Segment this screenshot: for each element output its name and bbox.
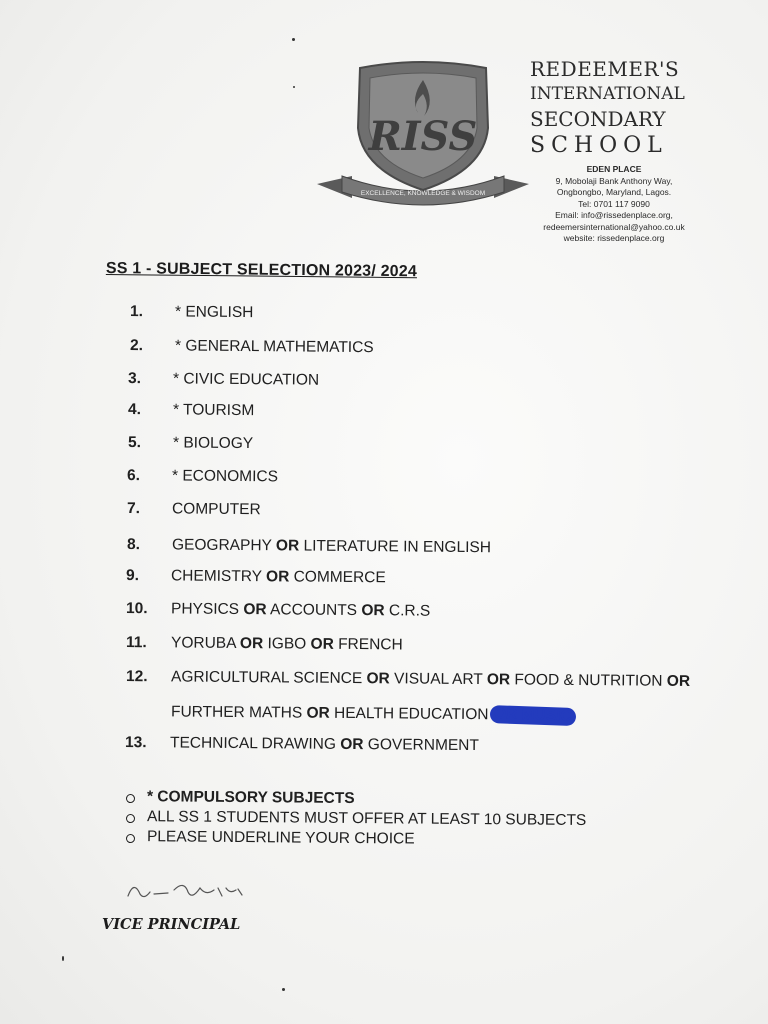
subject-text — [171, 600, 430, 620]
subject-name: HEALTH EDUCATION — [329, 704, 489, 724]
subject-number: 5. — [127, 434, 142, 452]
school-name-line: SECONDARY — [530, 107, 666, 131]
crest-motto: EXCELLENCE, KNOWLEDGE & WISDOM — [360, 190, 486, 197]
subject-name: LITERATURE IN ENGLISH — [299, 537, 492, 557]
or-keyword: OR — [275, 537, 300, 555]
school-name — [530, 56, 700, 160]
or-keyword: OR — [666, 672, 691, 690]
note-text: * COMPULSORY SUBJECTS — [146, 788, 355, 807]
subject-number: 3. — [127, 370, 142, 388]
subject-text — [175, 303, 254, 322]
subject-name: * ENGLISH — [174, 303, 254, 322]
subject-name: FOOD & NUTRITION — [510, 671, 667, 690]
subject-row — [127, 467, 727, 494]
subject-number: 9. — [125, 567, 140, 585]
subject-row — [126, 668, 726, 695]
subject-name: * ECONOMICS — [171, 467, 279, 486]
signature-image — [118, 874, 268, 908]
subject-name: * TOURISM — [172, 401, 255, 420]
address-line: redeemersinternational@yahoo.co.uk — [543, 221, 685, 232]
subject-name: * CIVIC EDUCATION — [172, 370, 320, 389]
subject-text — [172, 467, 278, 486]
scan-speck — [292, 38, 295, 41]
subject-row — [126, 567, 726, 594]
school-address — [528, 164, 700, 245]
scan-speck — [282, 988, 285, 991]
subject-row — [126, 600, 726, 627]
subject-name: GOVERNMENT — [363, 736, 479, 755]
subject-name: GEOGRAPHY — [171, 536, 277, 555]
subject-name: C.R.S — [384, 602, 431, 620]
subject-name: FRENCH — [333, 635, 403, 654]
subject-name: * BIOLOGY — [172, 434, 254, 453]
or-keyword: OR — [239, 634, 264, 653]
subject-name: ACCOUNTS — [266, 601, 362, 620]
subject-name: YORUBA — [170, 634, 241, 652]
address-line: website: rissedenplace.org — [563, 233, 665, 243]
subject-name: FURTHER MATHS — [170, 703, 307, 722]
subject-name: TECHNICAL DRAWING — [169, 734, 341, 753]
subject-number: 8. — [126, 536, 141, 554]
subject-text — [171, 668, 690, 691]
subject-row — [126, 634, 726, 661]
address-line: Tel: 0701 117 9090 — [578, 198, 650, 209]
address-line: Email: info@rissedenplace.org, — [555, 210, 673, 220]
subject-row — [128, 401, 728, 428]
subject-name: PHYSICS — [170, 600, 244, 619]
or-keyword: OR — [265, 568, 290, 586]
scan-speck — [62, 956, 64, 961]
note-text: ALL SS 1 STUDENTS MUST OFFER AT LEAST 10 SUBJECTS — [146, 808, 587, 830]
subject-name: CHEMISTRY — [170, 567, 267, 586]
subject-row — [128, 370, 728, 397]
subject-text — [171, 703, 576, 725]
subject-row — [126, 703, 726, 730]
or-keyword: OR — [486, 671, 511, 689]
subject-row — [127, 536, 727, 563]
circle-bullet-icon — [126, 814, 135, 823]
subject-name: AGRICULTURAL SCIENCE — [170, 668, 367, 688]
subject-text — [170, 734, 479, 755]
subject-row — [127, 500, 727, 527]
subject-number: 2. — [129, 337, 144, 355]
subject-name: * GENERAL MATHEMATICS — [174, 337, 374, 357]
subject-number: 4. — [127, 401, 142, 419]
subject-text — [173, 401, 254, 420]
subject-number: 12. — [125, 668, 148, 686]
page-title: SS 1 - SUBJECT SELECTION 2023/ 2024 — [105, 260, 418, 281]
note-text: PLEASE UNDERLINE YOUR CHOICE — [146, 828, 415, 848]
or-keyword: OR — [306, 704, 330, 722]
subject-text — [172, 500, 261, 519]
subject-row — [130, 303, 730, 330]
school-name-line: SCHOOL — [530, 133, 668, 158]
or-keyword: OR — [243, 601, 267, 619]
subject-number: 7. — [126, 500, 141, 518]
subject-text — [172, 536, 491, 557]
subject-name: COMMERCE — [289, 568, 386, 587]
subject-number: 13. — [124, 734, 147, 752]
crest-letters: RISS — [368, 113, 478, 160]
or-keyword: OR — [340, 735, 364, 754]
subject-row — [130, 337, 730, 364]
subject-name: VISUAL ART — [389, 670, 487, 689]
subject-name: IGBO — [263, 635, 311, 653]
subject-number: 1. — [129, 303, 144, 321]
subject-row — [125, 734, 725, 761]
circle-bullet-icon — [126, 794, 135, 803]
subject-number: 11. — [125, 634, 147, 652]
scan-speck — [293, 86, 295, 88]
school-name-line: INTERNATIONAL — [530, 84, 685, 104]
subject-text — [173, 434, 253, 453]
subject-text — [173, 370, 319, 389]
school-crest-logo — [312, 58, 534, 208]
address-line: EDEN PLACE — [586, 164, 642, 174]
subject-text — [175, 337, 374, 357]
address-line: Ongbongbo, Maryland, Lagos. — [556, 187, 672, 197]
subject-name: COMPUTER — [171, 500, 261, 519]
circle-bullet-icon — [126, 834, 135, 843]
subject-text — [171, 567, 386, 587]
signatory-title: VICE PRINCIPAL — [102, 916, 241, 933]
subject-text — [171, 634, 403, 654]
or-keyword: OR — [310, 635, 334, 653]
school-name-line: REDEEMER'S — [530, 57, 680, 81]
subject-number: 10. — [125, 600, 148, 618]
or-keyword: OR — [361, 602, 385, 620]
or-keyword: OR — [366, 670, 390, 688]
subject-number: 6. — [126, 467, 141, 485]
address-line: 9, Mobolaji Bank Anthony Way, — [555, 175, 673, 186]
marker-highlight: OR MUSIC — [490, 705, 576, 726]
subject-row — [128, 434, 728, 461]
